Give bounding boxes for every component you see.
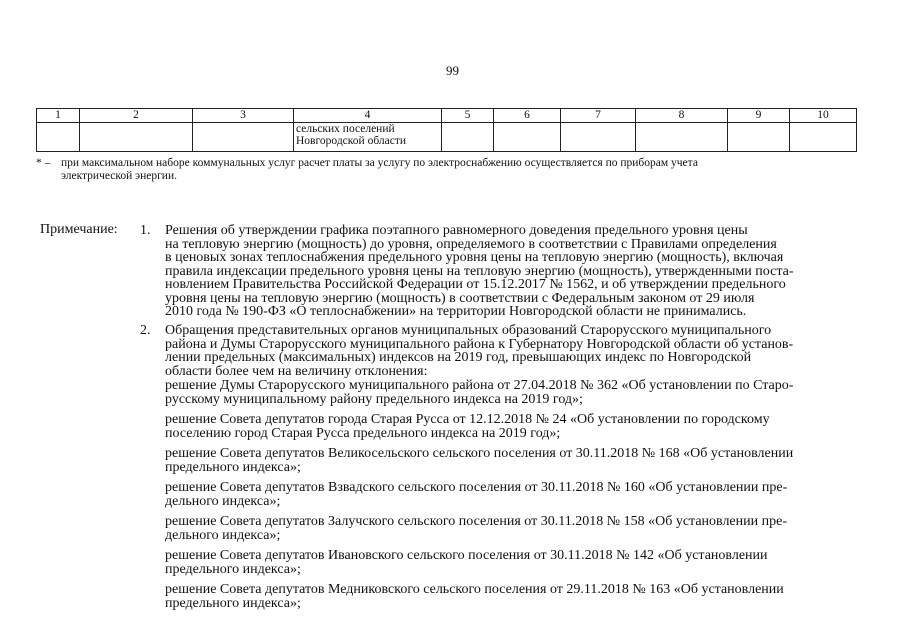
list-item (165, 583, 855, 610)
footnote-line: электрической энергии. (61, 170, 177, 182)
table-cell (561, 123, 636, 152)
note-line: в ценовых зонах теплоснабжения предельного уровня цены на тепловую энергию (мощность), включая (165, 250, 784, 265)
decision-line: решение Совета депутатов Великосельского сельского поселения от 30.11.2018 № 168 «Об установлении (165, 446, 794, 461)
header-cell: 6 (494, 109, 561, 123)
table-cell (37, 123, 80, 152)
decision-line: решение Совета депутатов Медниковского сельского поселения от 29.11.2018 № 163 «Об установлении (165, 582, 784, 597)
table-cell: сельских поселений Новгородской области (294, 123, 442, 152)
page-number: 99 (446, 63, 459, 78)
note-line: лении предельных (максимальных) индексов на 2019 год, превышающих индекс по Новгородской (165, 350, 752, 365)
list-item (165, 481, 855, 508)
decision-line: русскому муниципальному району предельного индекса на 2019 год»; (165, 391, 583, 407)
note-number: 1. (140, 223, 151, 238)
header-cell: 3 (193, 109, 294, 123)
list-item (165, 413, 855, 440)
note-line: Обращения представительных органов муниципальных образований Старорусского муниципального (165, 323, 772, 338)
note-item-2 (140, 324, 848, 378)
header-cell: 10 (790, 109, 857, 123)
decision-line: решение Совета депутатов Залучского сельского поселения от 30.11.2018 № 158 «Об установлении пре- (165, 514, 787, 529)
table-cell (728, 123, 790, 152)
header-cell: 4 (294, 109, 442, 123)
note-line: района и Думы Старорусского муниципального района к Губернатору Новгородской области об установ- (165, 336, 794, 352)
table-cell (442, 123, 494, 152)
decision-line: решение Думы Старорусского муниципального района от 27.04.2018 № 362 «Об установлении по Старо- (165, 378, 794, 393)
table-cell (80, 123, 193, 152)
table-cell (636, 123, 728, 152)
note-line: уровня цены на тепловую энергию (мощность) в соответствии с Федеральным законом от 29 июля (165, 290, 755, 306)
note-body (165, 324, 848, 378)
note-line: на тепловую энергию (мощность) до уровня, определяемого в соответствии с Правилами определения (165, 236, 777, 252)
decision-line: решение Совета депутатов города Старая Русса от 12.12.2018 № 24 «Об установлении по городскому (165, 412, 770, 427)
table-cell (193, 123, 294, 152)
footnote (36, 157, 836, 183)
decision-line: дельного индекса»; (165, 493, 281, 509)
header-cell: 2 (80, 109, 193, 123)
list-item (165, 447, 855, 474)
header-cell: 5 (442, 109, 494, 123)
list-item (165, 515, 855, 542)
note-label: Примечание: (40, 222, 118, 237)
note-number: 2. (140, 323, 151, 338)
note-item-1 (140, 224, 848, 319)
header-cell: 7 (561, 109, 636, 123)
table-header-row (37, 109, 857, 123)
decision-line: предельного индекса»; (165, 459, 301, 475)
note-line: 2010 года № 190-ФЗ «О теплоснабжении» на территории Новгородской области не принимались. (165, 304, 747, 319)
table-cell (494, 123, 561, 152)
decision-line: поселению город Старая Русса предельного индекса на 2019 год»; (165, 425, 561, 441)
decision-line: предельного индекса»; (165, 595, 301, 611)
list-item (165, 379, 855, 406)
note-line: Решения об утверждении графика поэтапного равномерного доведения предельного уровня цены (165, 223, 748, 238)
list-item (165, 549, 855, 576)
note-line: новлением Правительства Российской Федерации от 15.12.2017 № 1562, и об утверждении предельного (165, 277, 786, 292)
header-cell: 9 (728, 109, 790, 123)
note-line: правила индексации предельного уровня цены на тепловую энергию (мощность), утвержденными поста- (165, 263, 794, 279)
decision-line: предельного индекса»; (165, 561, 301, 577)
table-cell (790, 123, 857, 152)
decision-line: решение Совета депутатов Взвадского сельского поселения от 30.11.2018 № 160 «Об установлении пре- (165, 480, 788, 495)
footnote-text: при максимальном наборе коммунальных услуг расчет платы за услугу по электроснабжению осуществляется по приборам учета (61, 157, 698, 169)
footnote-mark: * – (36, 157, 51, 169)
header-cell: 8 (636, 109, 728, 123)
tariff-table (36, 108, 857, 152)
footnote-line (36, 157, 836, 170)
decision-list (165, 379, 855, 617)
note-line: области более чем на величину отклонения: (165, 363, 428, 379)
decision-line: решение Совета депутатов Ивановского сельского поселения от 30.11.2018 № 142 «Об установлении (165, 548, 768, 563)
header-cell: 1 (37, 109, 80, 123)
decision-line: дельного индекса»; (165, 527, 281, 543)
table-row (37, 123, 857, 152)
note-body (165, 224, 848, 319)
